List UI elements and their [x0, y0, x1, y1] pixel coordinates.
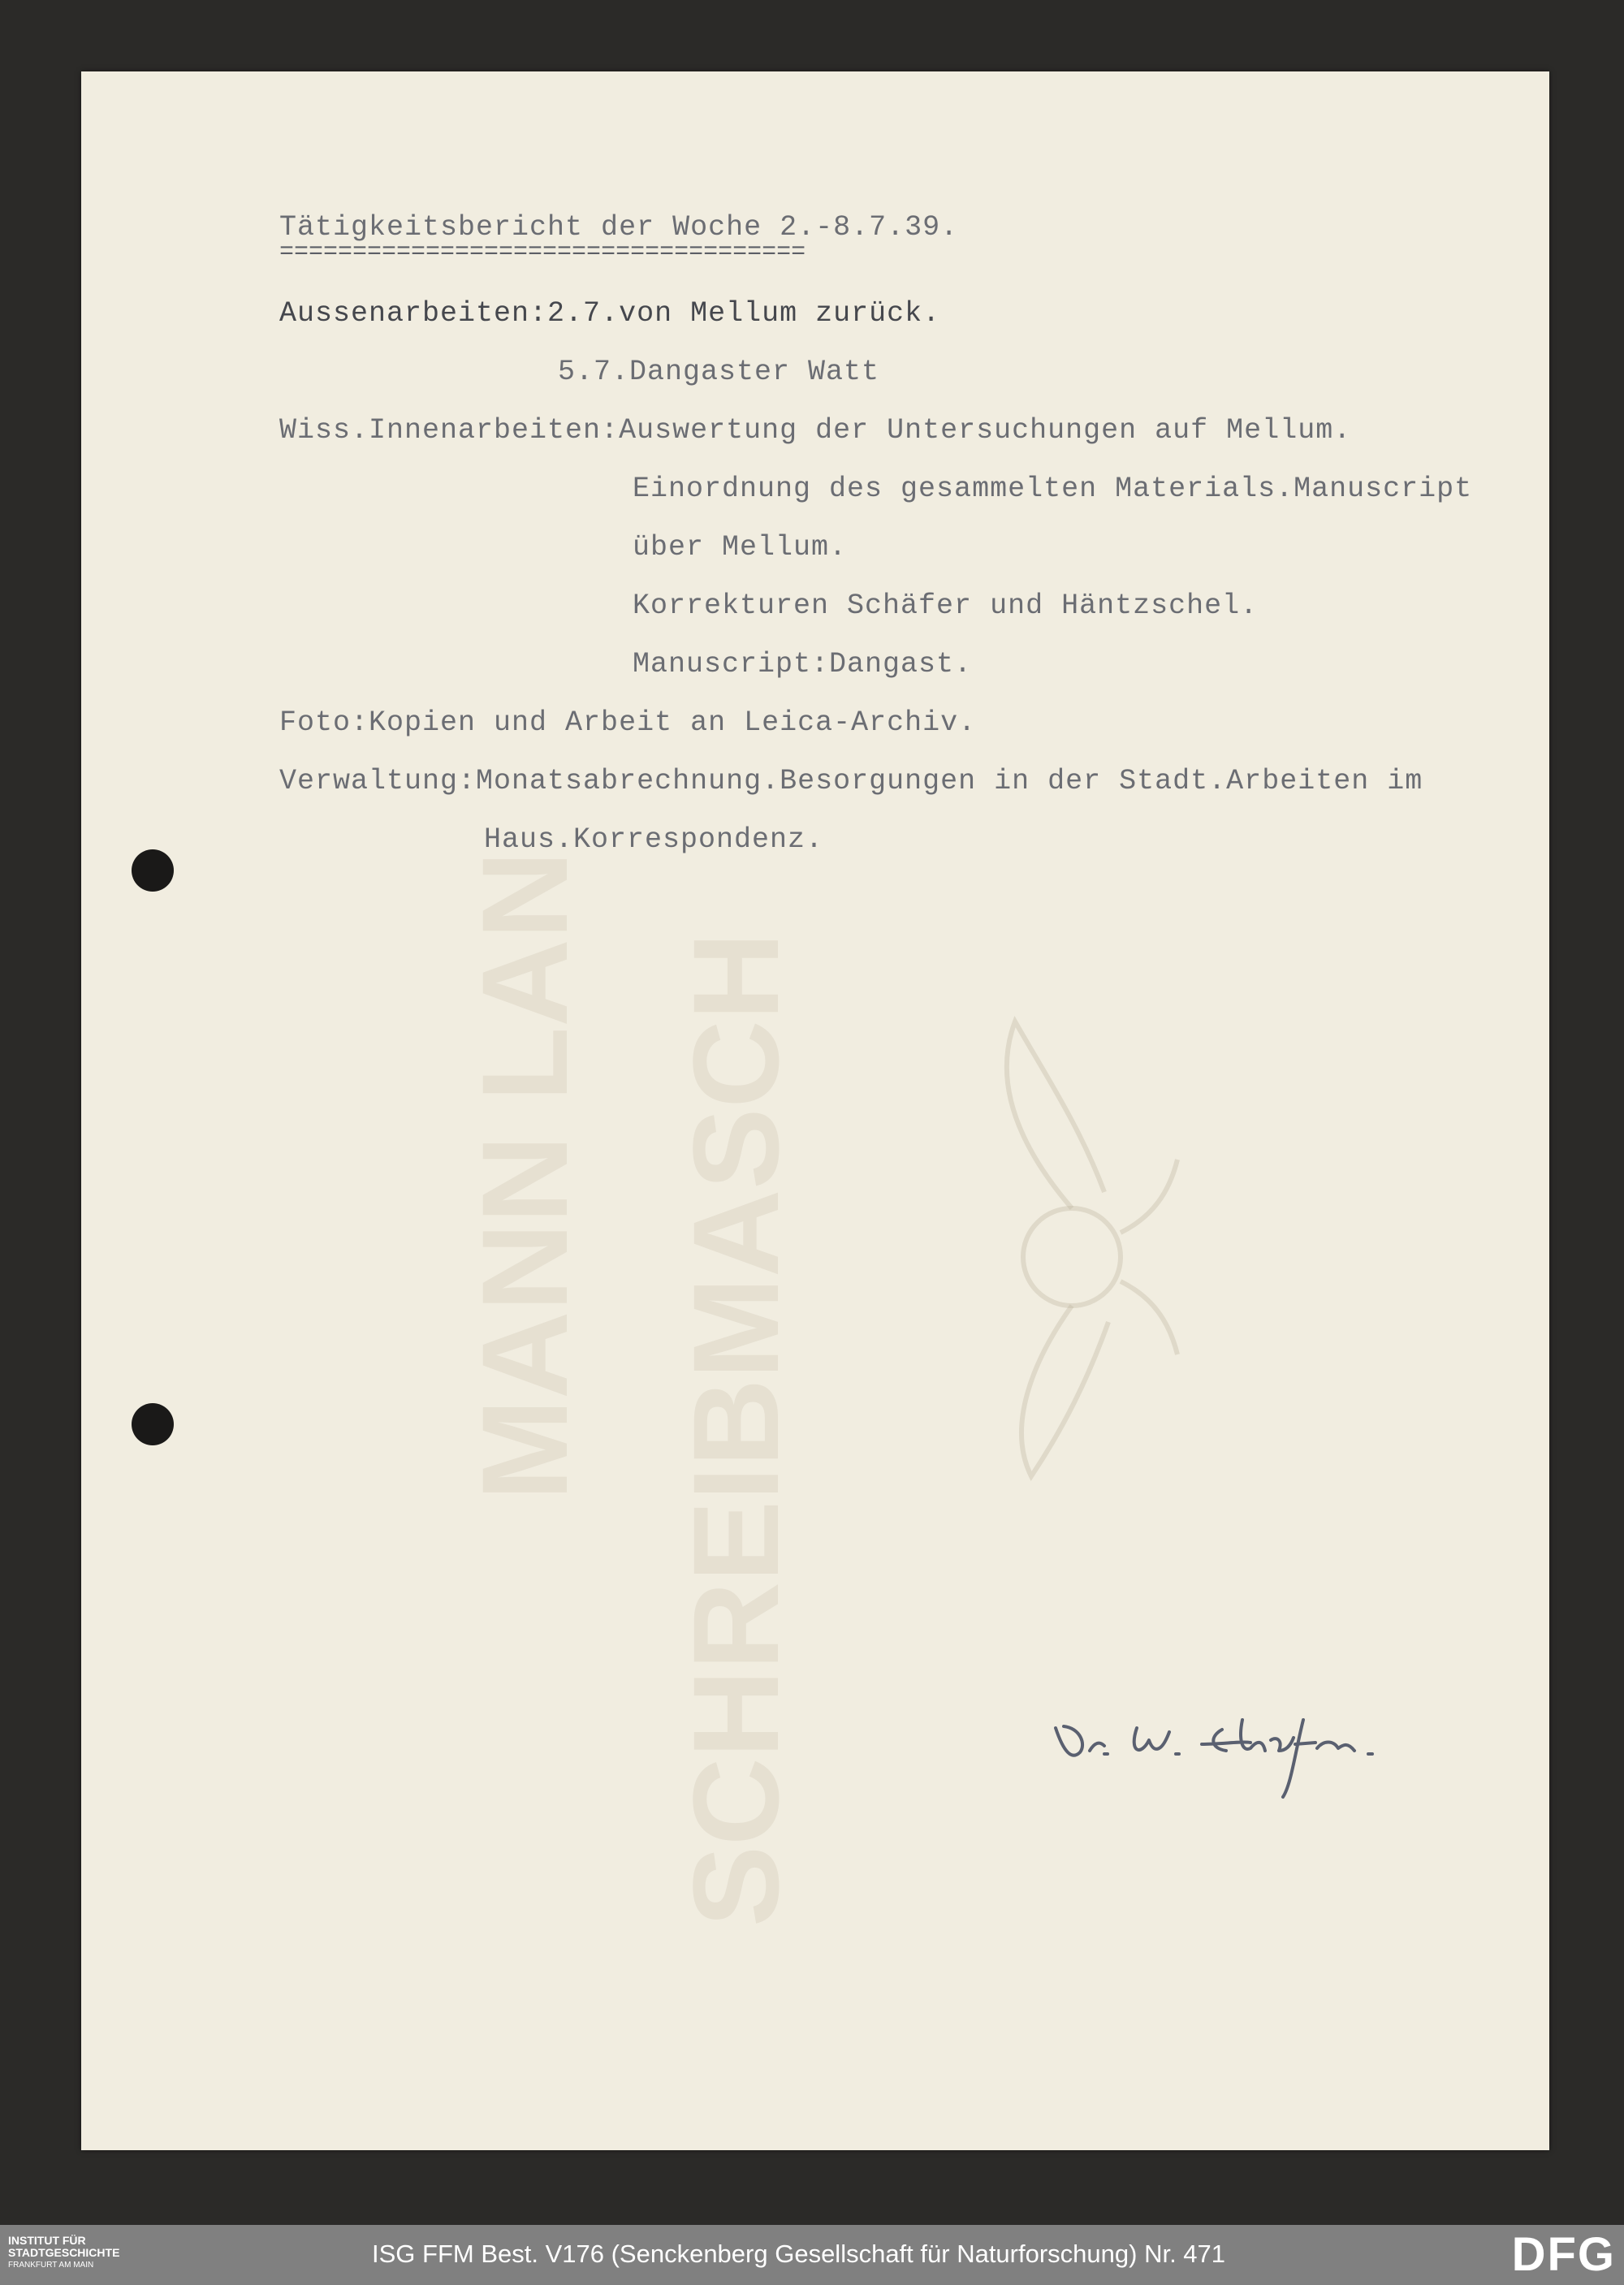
entry-korrekturen: Korrekturen Schäfer und Häntzschel.: [633, 590, 1259, 622]
institute-city: FRANKFURT AM MAIN: [8, 2261, 94, 2270]
report-title-underline: ====================================: [279, 239, 806, 266]
entry-korrespondenz: Haus.Korrespondenz.: [484, 823, 824, 856]
punch-hole-bottom: [132, 1403, 174, 1445]
entry-foto: Foto:Kopien und Arbeit an Leica-Archiv.: [279, 706, 977, 739]
entry-innenarbeiten: Wiss.Innenarbeiten:Auswertung der Untersuchungen auf Mellum.: [279, 414, 1352, 447]
punch-hole-top: [132, 849, 174, 892]
handwritten-signature: [1047, 1704, 1453, 1801]
entry-dangaster-watt: 5.7.Dangaster Watt: [558, 356, 880, 388]
watermark-text-2: SCHREIBMASCH: [667, 932, 804, 1928]
report-title: Tätigkeitsbericht der Woche 2.-8.7.39.: [279, 211, 959, 244]
archive-caption: ISG FFM Best. V176 (Senckenberg Gesellschaft für Naturforschung) Nr. 471: [372, 2240, 1226, 2268]
entry-aussenarbeiten: Aussenarbeiten:2.7.von Mellum zurück.: [279, 297, 941, 330]
entry-ueber-mellum: über Mellum.: [633, 531, 848, 564]
watermark-text-1: MANN LAN: [456, 851, 593, 1501]
dfg-logo: DFG: [1511, 2228, 1616, 2281]
entry-einordnung: Einordnung des gesammelten Materials.Manuscript: [633, 473, 1473, 505]
document-page: [81, 71, 1549, 2150]
institute-logo: [8, 2235, 119, 2271]
watermark-winged-wheel-icon: [958, 989, 1186, 1492]
entry-verwaltung: Verwaltung:Monatsabrechnung.Besorgungen in der Stadt.Arbeiten im: [279, 765, 1423, 797]
archive-footer-bar: [0, 2225, 1624, 2285]
entry-manuscript-dangast: Manuscript:Dangast.: [633, 648, 973, 680]
institute-name-line2: STADTGESCHICHTE: [8, 2246, 120, 2259]
institute-name-line1: INSTITUT FÜR: [8, 2234, 86, 2247]
